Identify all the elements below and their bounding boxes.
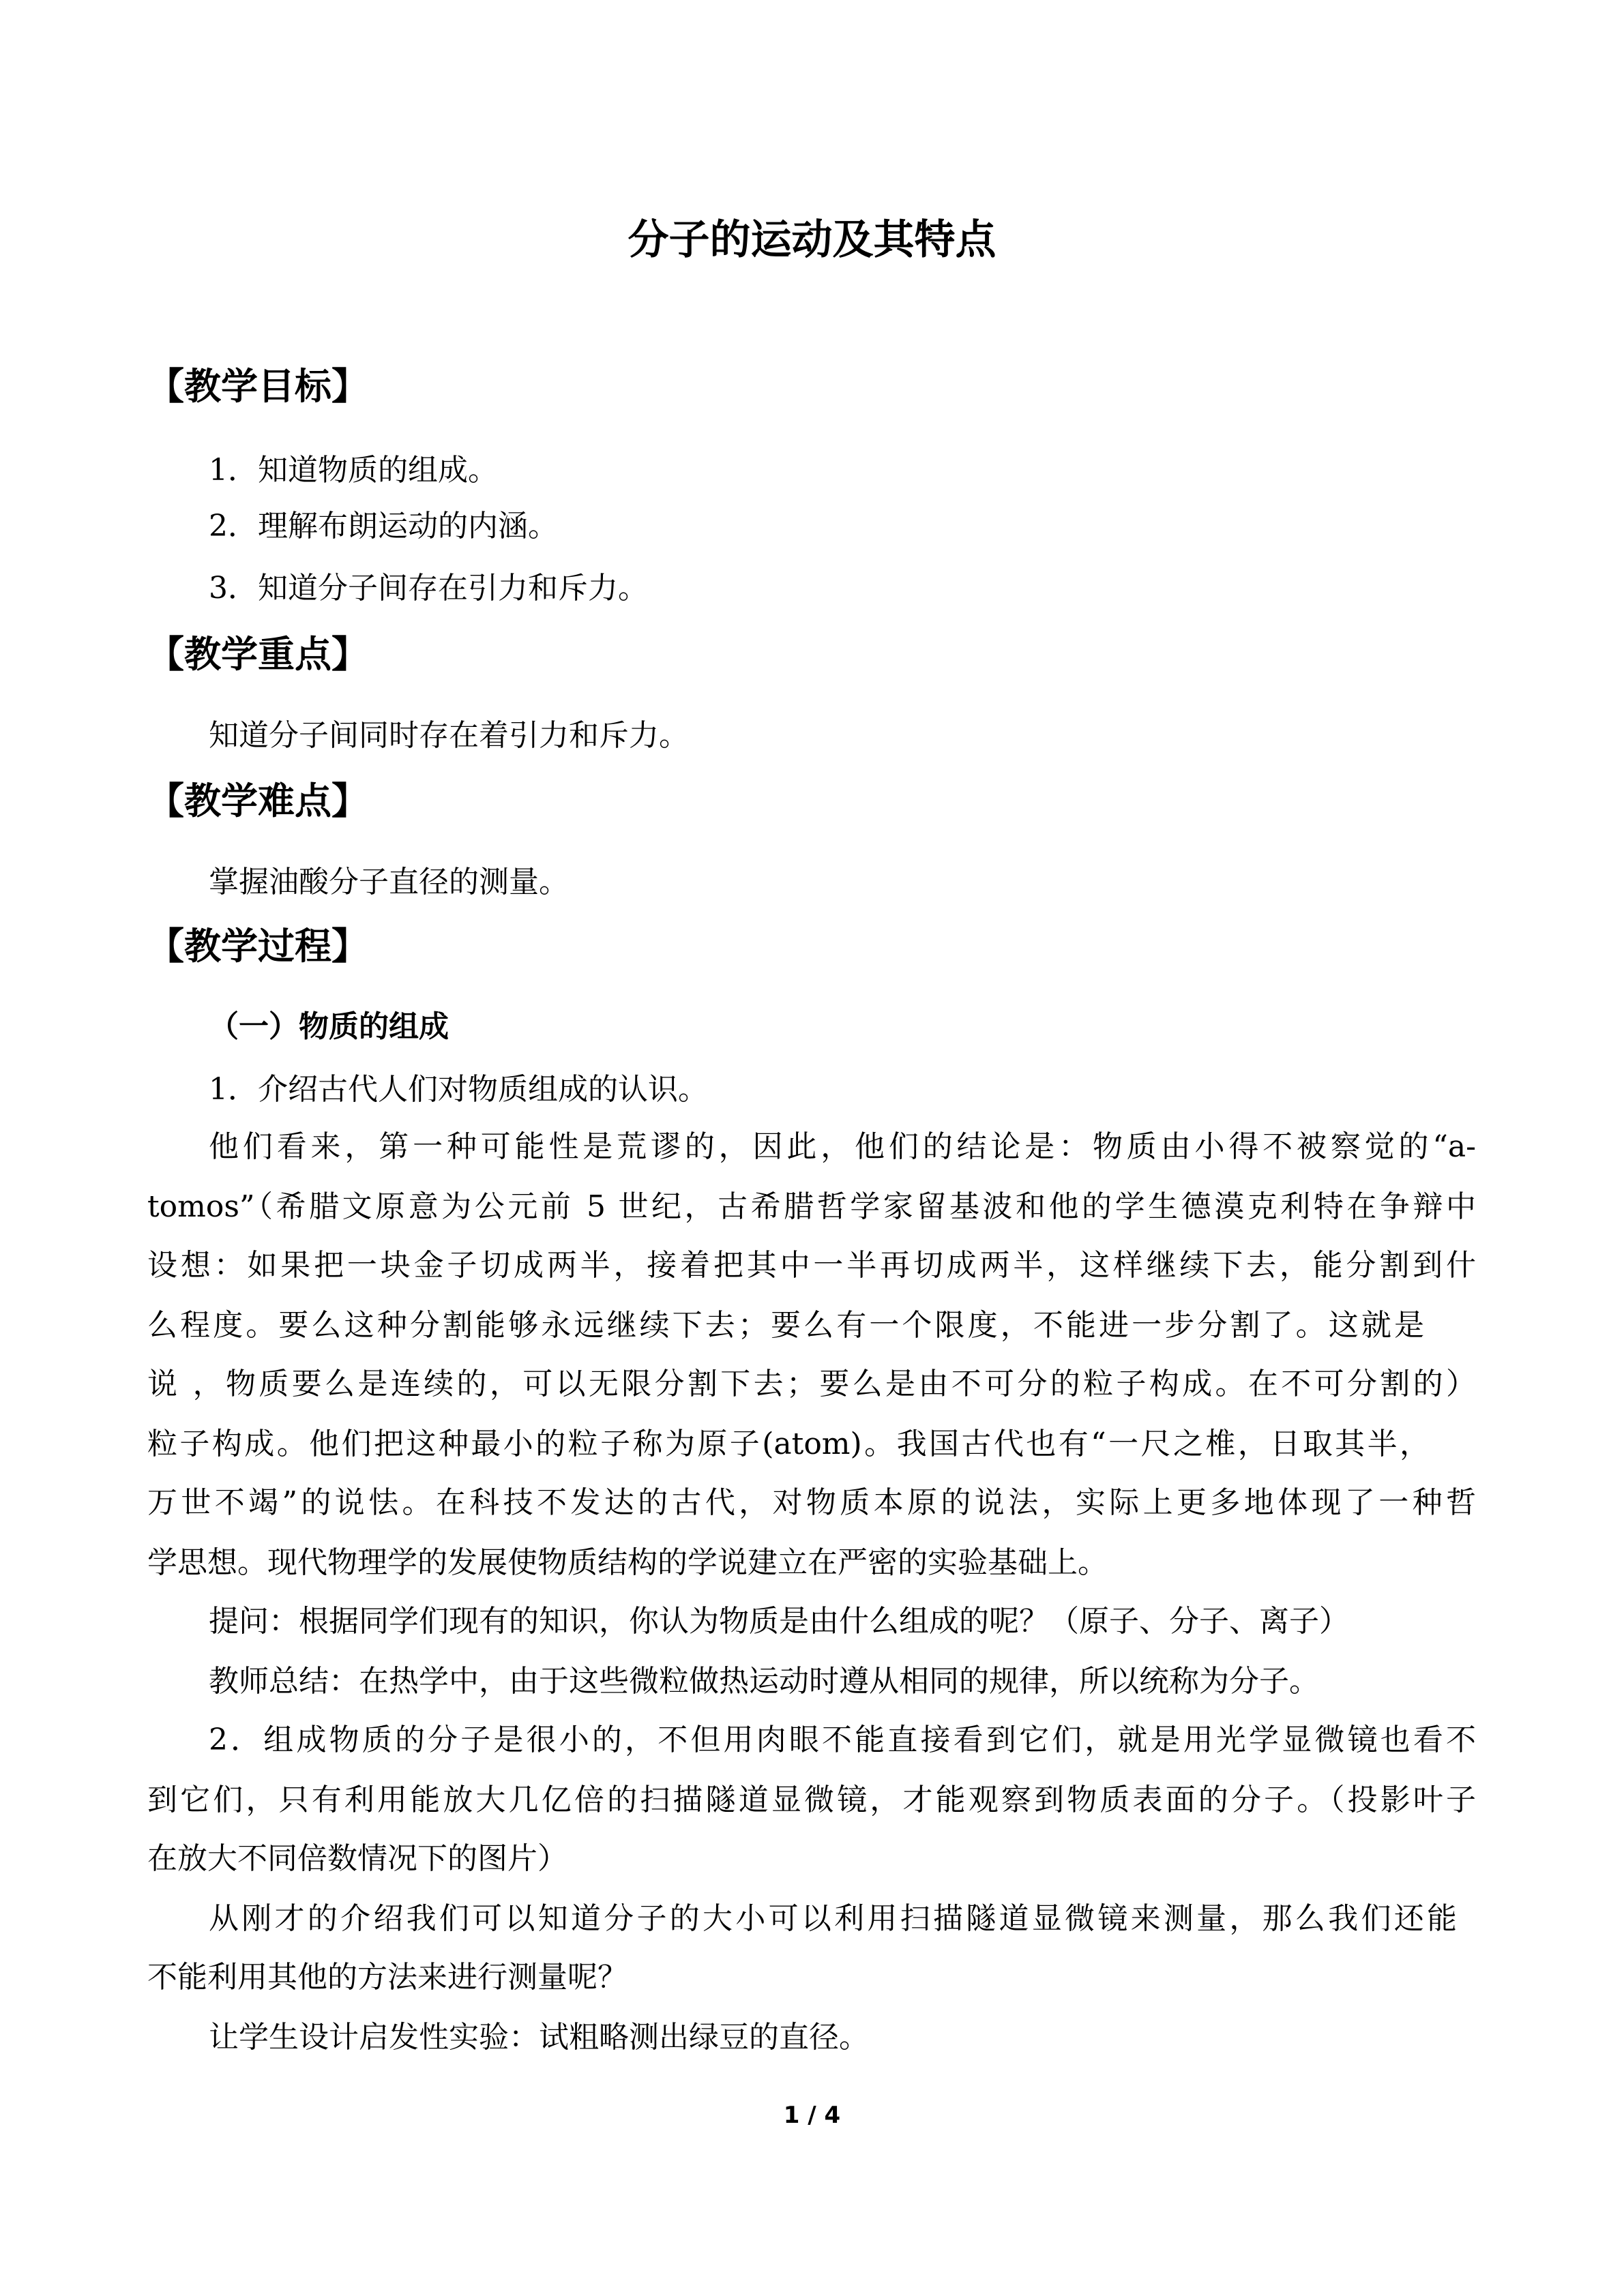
- paragraph-line: 从刚才的介绍我们可以知道分子的大小可以利用扫描隧道显微镜来测量，那么我们还能: [209, 1901, 1457, 1936]
- section-heading-key-point: 【教学重点】: [147, 633, 368, 676]
- process-item-1: 1．介绍古代人们对物质组成的认识。: [209, 1072, 708, 1107]
- objective-item: 1．知道物质的组成。: [209, 453, 498, 488]
- page-number: 1 / 4: [783, 2102, 841, 2129]
- question-text: 提问：根据同学们现有的知识，你认为物质是由什么组成的呢？（原子、分子、离子）: [209, 1604, 1349, 1639]
- paragraph-line: 到它们，只有利用能放大几亿倍的扫描隧道显微镜，才能观察到物质表面的分子。（投影叶子: [147, 1783, 1476, 1817]
- key-point-text: 知道分子间同时存在着引力和斥力。: [209, 718, 689, 753]
- paragraph-line: 万世不竭”的说怯。在科技不发达的古代，对物质本原的说法，实际上更多地体现了一种哲: [147, 1485, 1476, 1520]
- paragraph-line: 粒子构成。他们把这种最小的粒子称为原子(atom)。我国古代也有“一尺之椎，日取其半，: [147, 1427, 1430, 1461]
- paragraph-line: 不能利用其他的方法来进行测量呢？: [147, 1960, 628, 1995]
- paragraph-line: tomos”（希腊文原意为公元前 5 世纪，古希腊哲学家留基波和他的学生德漠克利特在争辩中: [147, 1189, 1476, 1224]
- paragraph-line: 他们看来，第一种可能性是荒谬的，因此，他们的结论是：物质由小得不被察觉的“a-: [209, 1129, 1476, 1164]
- paragraph-line: 在放大不同倍数情况下的图片）: [147, 1841, 567, 1876]
- section-heading-process: 【教学过程】: [147, 925, 368, 968]
- paragraph-line: 学思想。现代物理学的发展使物质结构的学说建立在严密的实验基础上。: [147, 1545, 1108, 1580]
- section-heading-difficulty: 【教学难点】: [147, 779, 368, 822]
- difficulty-text: 掌握油酸分子直径的测量。: [209, 865, 569, 899]
- paragraph-line: 2．组成物质的分子是很小的，不但用肉眼不能直接看到它们，就是用光学显微镜也看不: [209, 1723, 1476, 1757]
- objective-item: 3．知道分子间存在引力和斥力。: [209, 571, 648, 606]
- paragraph-line: 说 ，物质要么是连续的，可以无限分割下去；要么是由不可分的粒子构成。在不可分割的）: [147, 1367, 1476, 1401]
- objective-item: 2．理解布朗运动的内涵。: [209, 509, 558, 543]
- process-subheading: （一）物质的组成: [209, 1009, 449, 1044]
- paragraph-line: 设想：如果把一块金子切成两半，接着把其中一半再切成两半，这样继续下去，能分割到什: [147, 1248, 1476, 1283]
- summary-text: 教师总结：在热学中，由于这些微粒做热运动时遵从相同的规律，所以统称为分子。: [209, 1664, 1319, 1699]
- section-heading-objectives: 【教学目标】: [147, 365, 368, 408]
- paragraph-line: 么程度。要么这种分割能够永远继续下去；要么有一个限度，不能进一步分割了。这就是: [147, 1308, 1424, 1343]
- experiment-text: 让学生设计启发性实验：试粗略测出绿豆的直径。: [209, 2020, 869, 2055]
- page-title: 分子的运动及其特点: [628, 216, 996, 264]
